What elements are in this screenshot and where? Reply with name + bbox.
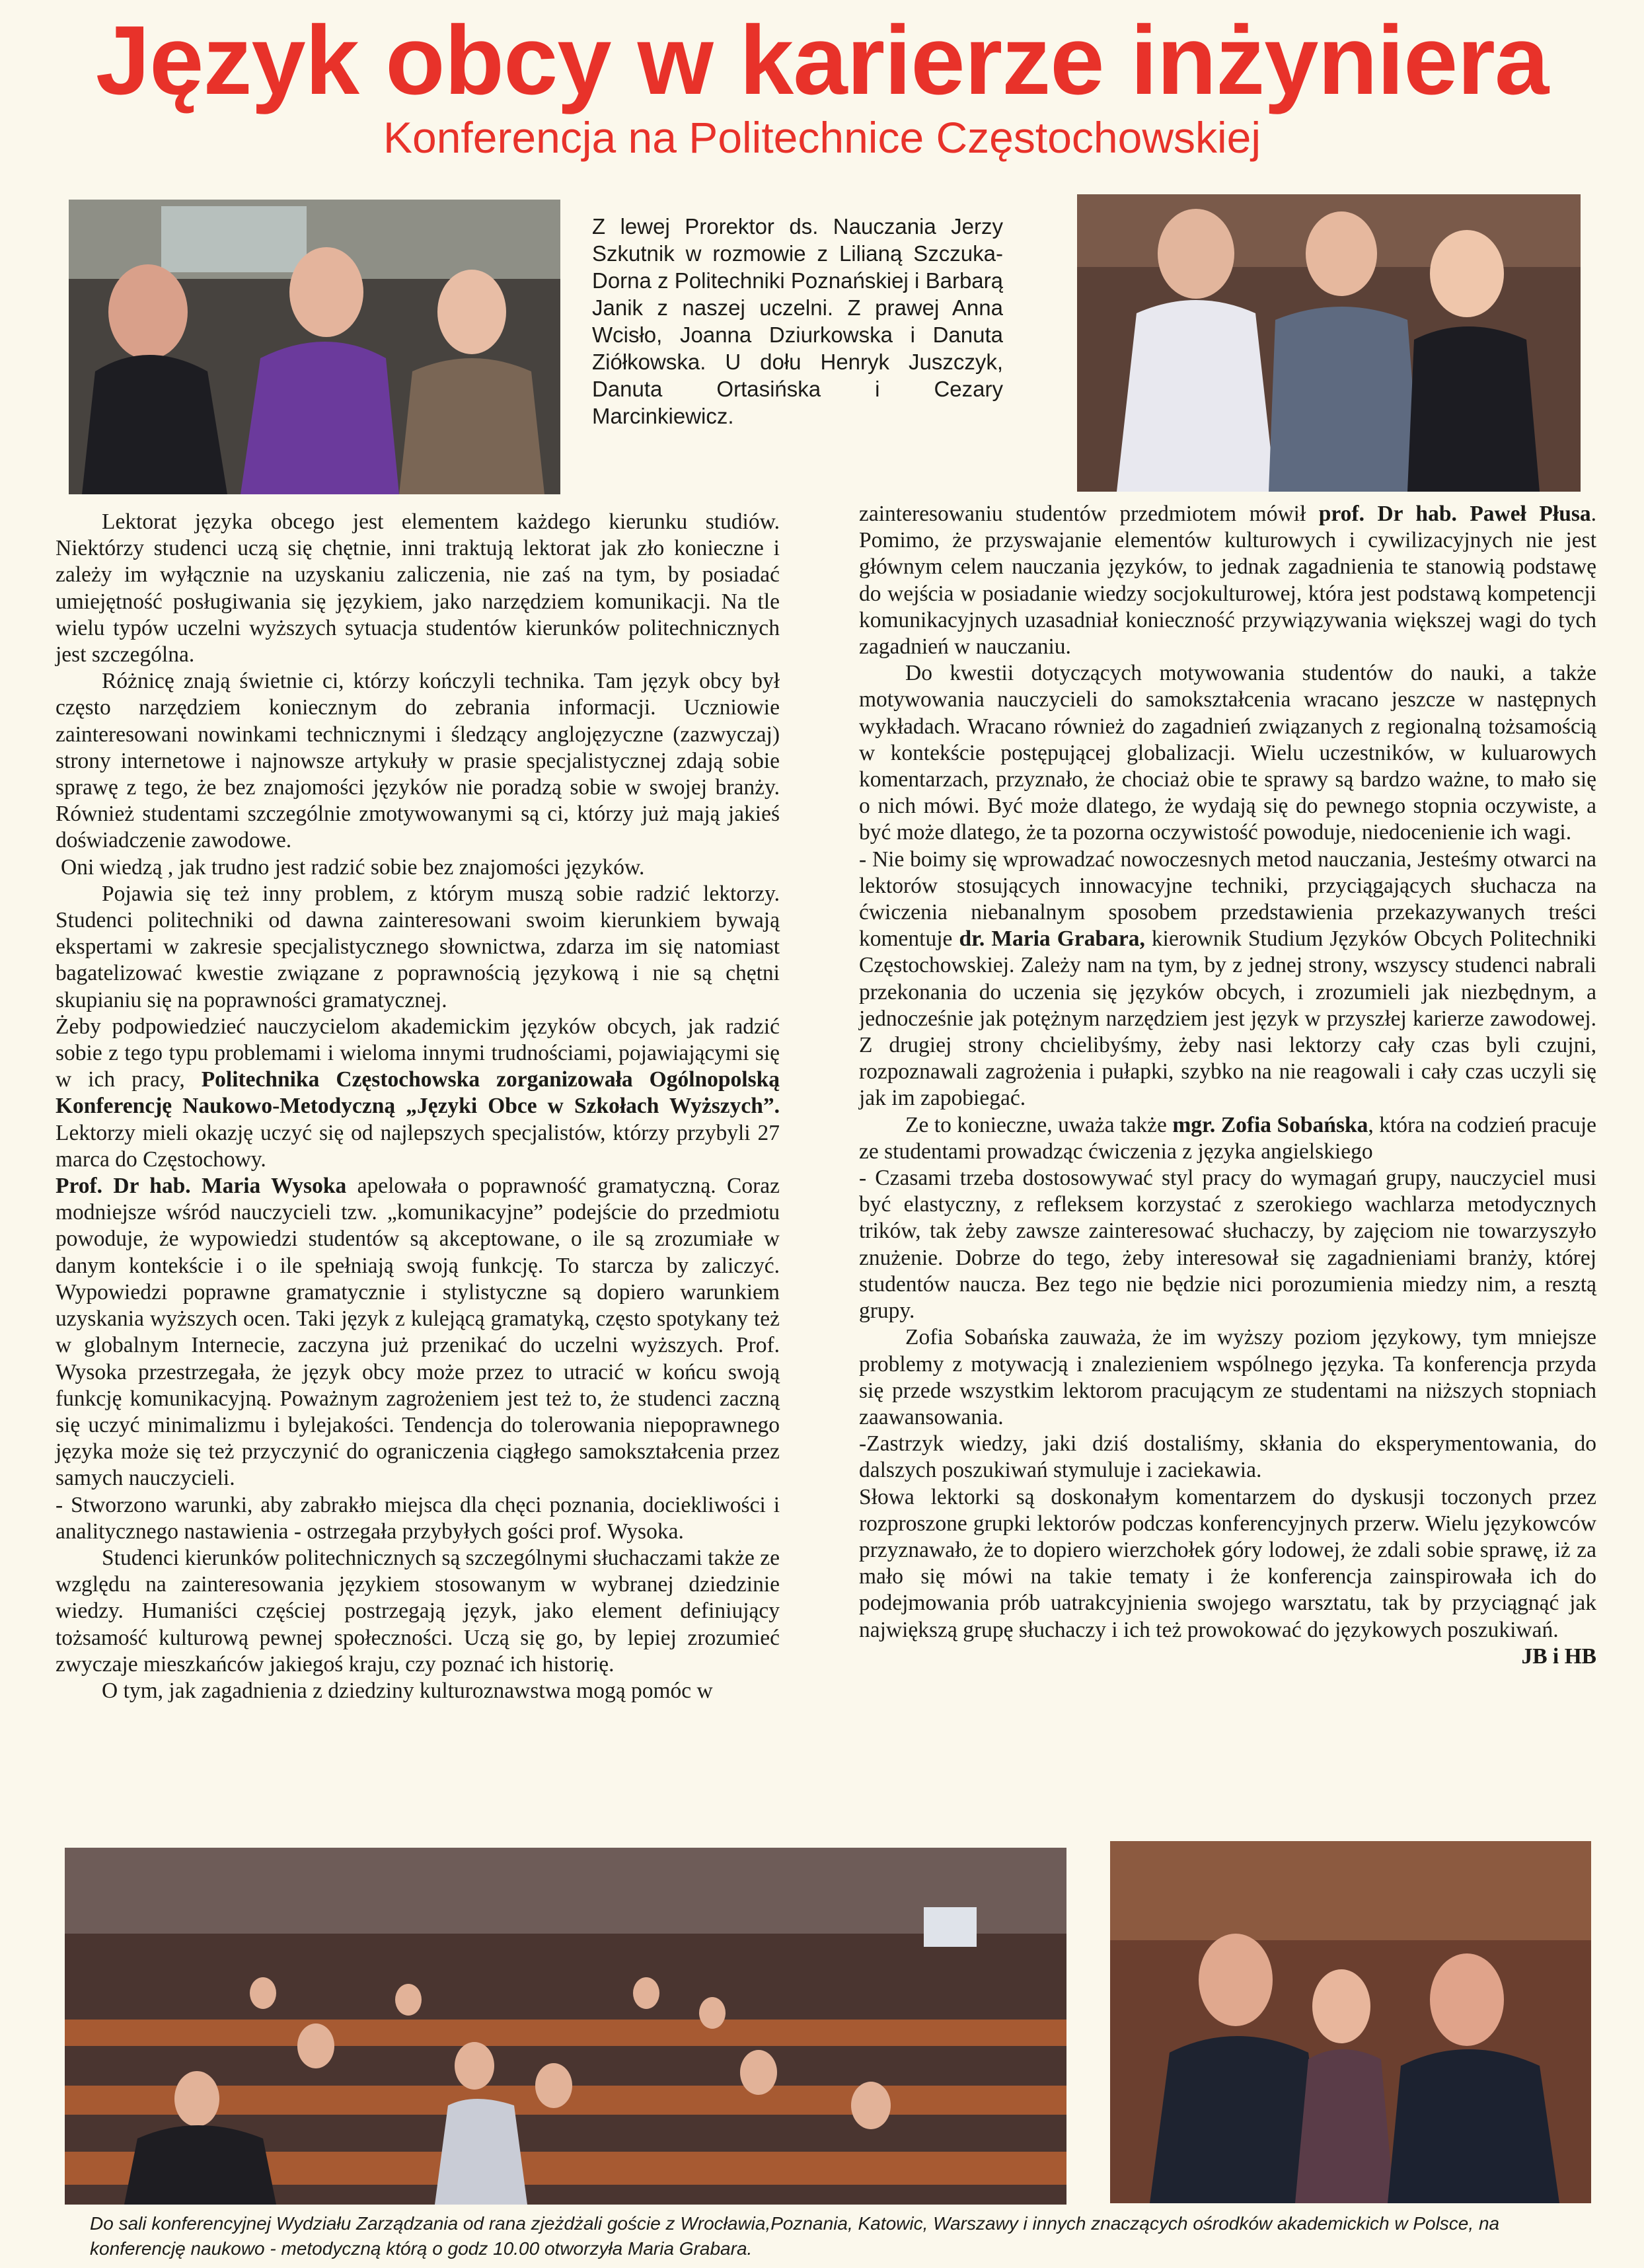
text: Lektorzy mieli okazję uczyć się od najlepszych specjalistów, którzy przybyli 27 marca do Częstochowy. (56, 1120, 780, 1172)
article-title: Język obcy w karierze inżyniera (95, 6, 1549, 115)
text: Ze to konieczne, uważa także (905, 1112, 1173, 1137)
photo-bottom-left (65, 1848, 1066, 2205)
paragraph: Studenci kierunków politechnicznych są szczególnymi słuchaczami także ze względu na zainteresowania językiem stosowanym w wybranej dziedzinie wiedzy. Humaniści częściej postrzegają język, jako element definiujący tożsamość kulturową pewnej społeczności. Uczą się go, by lepiej zrozumieć zwyczaje mieszkańców jakiegoś kraju, czy poznać ich historię. (56, 1545, 780, 1677)
article-subtitle: Konferencja na Politechnice Częstochowskiej (383, 113, 1261, 162)
article-column-right (859, 501, 1596, 1670)
emphasis: Politechnika Częstochowska zorganizowała Ogólnopolską Konferencję Naukowo-Metodyczną „Języki Obce w Szkołach Wyższych”. (56, 1067, 780, 1119)
paragraph: Zofia Sobańska zauważa, że im wyższy poziom językowy, tym mniejsze problemy z motywacją i znalezieniem wspólnego języka. Ta konferencja przyda się przede wszystkim lektorom pracującym ze studentami na niższych stopniach zaawansowania. (859, 1325, 1596, 1429)
paragraph: - Stworzono warunki, aby zabrakło miejsca dla chęci poznania, dociekliwości i analitycznego nastawienia - ostrzegała przybyłych gości prof. Wysoka. (56, 1492, 780, 1544)
text: , która na codzień pracuje ze studentami prowadząc ćwiczenia z języka angielskiego (859, 1112, 1596, 1164)
author-signature: JB i HB (1521, 1644, 1596, 1669)
person-name: dr. Maria Grabara, (959, 926, 1145, 952)
text: apelowała o poprawność gramatyczną. Coraz modniejsze wśród nauczycieli tzw. „komunikacyjne” podejście do przedmiotu powoduje, że wypowiedzi studentów są akceptowane, o ile są zrozumiałe w danym kontekście i o ile spełniają swoją funkcję. To starcza by zaliczyć. Wypowiedzi poprawne gramatycznie i stylistyczne są dopiero warunkiem uzyskania wyższych ocen. Taki język z kulejącą gramatyką, często spotykany też w globalnym Internecie, zaczyna już przenikać do uczelni wyższych. Prof. Wysoka przestrzegała, że język obcy może przez to utracić w końcu swoją funkcję komunikacyjną. Poważnym zagrożeniem jest też to, że studenci zaczną się uczyć minimalizmu i bylejakości. Tendencja do tolerowania niepoprawnego języka może się też przyczynić do ograniczenia ciągłego samokształcenia przez samych nauczycieli. (56, 1174, 780, 1491)
caption-top: Z lewej Prorektor ds. Nauczania Jerzy Szkutnik w rozmowie z Lilianą Szczuka-Dorna z Politechniki Poznańskiej i Barbarą Janik z naszej uczelni. Z prawej Anna Wcisło, Joanna Dziurkowska i Danuta Ziółkowska. U dołu Henryk Juszczyk, Danuta Ortasińska i Cezary Marcinkiewicz. (592, 214, 1003, 428)
person-name: prof. Dr hab. Paweł Płusa (1318, 502, 1591, 526)
paragraph (56, 1173, 780, 1492)
paragraph (859, 847, 1596, 1112)
person-name: mgr. Zofia Sobańska (1172, 1112, 1368, 1137)
photo-top-left (69, 200, 560, 494)
text: kierownik Studium Języków Obcych Politechniki Częstochowskiej. Zależy nam na tym, by z jednej strony, wszyscy studenci nabrali przekonania do uczenia się języków obcych, i zrozumieli jak niezbędnym, a jednocześnie jak potężnym narzędziem jest język w przyszłej karierze zawodowej. Z drugiej strony chcielibyśmy, żeby nasi lektorzy cały czas byli czujni, rozpoznawali zagrożenia i pułapki, szybko na nie reagowali i cały czas uczyli się jak im zapobiegać. (859, 926, 1596, 1111)
text: Słowa lektorki są doskonałym komentarzem do dyskusji toczonych przez rozproszone grupki lektorów podczas konferencyjnych przerw. Wielu językowców przyznawało, że to dopiero wierzchołek góry lodowej, że zdali sobie sprawę, iż za mało się mówi na takie tematy i że konferencja zainspirowała ich do podejmowania prób uatrakcyjnienia swojego warsztatu, tak by przyciągnąć jak największą grupę słuchaczy i ich też prowokować do językowych poszukiwań. (859, 1484, 1596, 1642)
paragraph (859, 501, 1596, 660)
paragraph (859, 1484, 1596, 1669)
photo-bottom-right (1110, 1841, 1591, 2203)
paragraph (859, 1112, 1596, 1165)
person-name: Prof. Dr hab. Maria Wysoka (56, 1174, 347, 1199)
paragraph: Pojawia się też inny problem, z którym muszą sobie radzić lektorzy. Studenci politechniki od dawna zainteresowani swoim kierunkiem bywają ekspertami w zakresie specjalistycznego słownictwa, zdarza im się natomiast bagatelizować kwestie związane z poprawnością językową i nie są chętni skupianiu się na poprawności gramatycznej. (56, 881, 780, 1012)
paragraph: O tym, jak zagadnienia z dziedziny kulturoznawstwa mogą pomóc w (102, 1678, 713, 1703)
caption-bottom: Do sali konferencyjnej Wydziału Zarządzania od rana zjeżdżali goście z Wrocławia,Poznania, Katowic, Warszawy i innych znaczących ośrodków akademickich w Polsce, na konferencję naukowo - metodyczną którą o godz 10.00 otworzyła Maria Grabara. (90, 2213, 1500, 2259)
paragraph: - Czasami trzeba dostosowywać styl pracy do wymagań grupy, nauczyciel musi być elastyczny, z refleksem korzystać z szerokiego wachlarza metodycznych trików, tak żeby zawsze zainteresować słuchaczy, by zajęciom nie towarzyszyło znużenie. Dobrze do tego, żeby interesował się zagadnieniami branży, której studentów naucza. Bez tego nie będzie nici porozumienia miedzy nim, a resztą grupy. (859, 1166, 1596, 1324)
text: Żeby podpowiedzieć nauczycielom akademickim języków obcych, jak radzić sobie z tego typu problemami i wieloma innymi trudnościami, pojawiającymi się w ich pracy, (56, 1014, 780, 1092)
paragraph: Lektorat języka obcego jest elementem każdego kierunku studiów. Niektórzy studenci uczą się chętnie, inni traktują lektorat jak zło konieczne i zależy im wyłącznie na uzyskaniu zaliczenia, nie zaś na tym, by posiadać umiejętność posługiwania się językiem, jako narzędziem komunikacji. Na tle wielu typów uczelni wyższych sytuacja studentów kierunków politechnicznych jest szczególna. (56, 510, 780, 667)
text: . Pomimo, że przyswajanie elementów kulturowych i cywilizacyjnych nie jest głównym celem nauczania języków, to jednak zagadnienia te stanowią podstawę do wejścia w posiadanie wiedzy socjokulturowej, która jest podstawą kompetencji komunikacyjnych uzasadniał konieczność przywiązywania większej wagi do tych zagadnień w nauczaniu. (859, 502, 1596, 660)
paragraph: -Zastrzyk wiedzy, jaki dziś dostaliśmy, skłania do eksperymentowania, do dalszych poszukiwań stymuluje i zaciekawia. (859, 1431, 1596, 1483)
paragraph (56, 1014, 780, 1173)
text: - Nie boimy się wprowadzać nowoczesnych metod nauczania, Jesteśmy otwarci na lektorów stosujących innowacyjne techniki, przyciągających słuchacza na ćwiczenia niebanalnym sposobem przedstawienia przekazywanych treści komentuje (859, 847, 1596, 952)
text: zainteresowaniu studentów przedmiotem mówił (859, 502, 1319, 526)
paragraph: Oni wiedzą , jak trudno jest radzić sobie bez znajomości języków. (61, 854, 645, 880)
article-column-left (56, 509, 780, 1704)
photo-top-right (1077, 194, 1581, 492)
paragraph: Do kwestii dotyczących motywowania studentów do nauki, a także motywowania nauczycieli do samokształcenia wracano jeszcze w następnych wykładach. Wracano również do zagadnień związanych z regionalną tożsamością w kontekście postępującej globalizacji. Wielu uczestników, w kuluarowych komentarzach, przyznało, że chociaż obie te sprawy są bardzo ważne, to mało się o nich mówi. Być może dlatego, że wydają się do pewnego stopnia oczywiste, a być może dlatego, że ta pozorna oczywistość powoduje, niedocenienie ich wagi. (859, 661, 1596, 845)
paragraph: Różnicę znają świetnie ci, którzy kończyli technika. Tam język obcy był często narzędziem koniecznym do zebrania informacji. Uczniowie zainteresowani nowinkami technicznymi i śledzący anglojęzyczne (zazwyczaj) strony internetowe i najnowsze artykuły w prasie specjalistycznej zdają sobie sprawę z tego, że bez znajomości języków nie poradzą sobie w swojej branży. Również studentami szczególnie zmotywowanymi są ci, którzy już mają jakieś doświadczenie zawodowe. (56, 669, 780, 853)
